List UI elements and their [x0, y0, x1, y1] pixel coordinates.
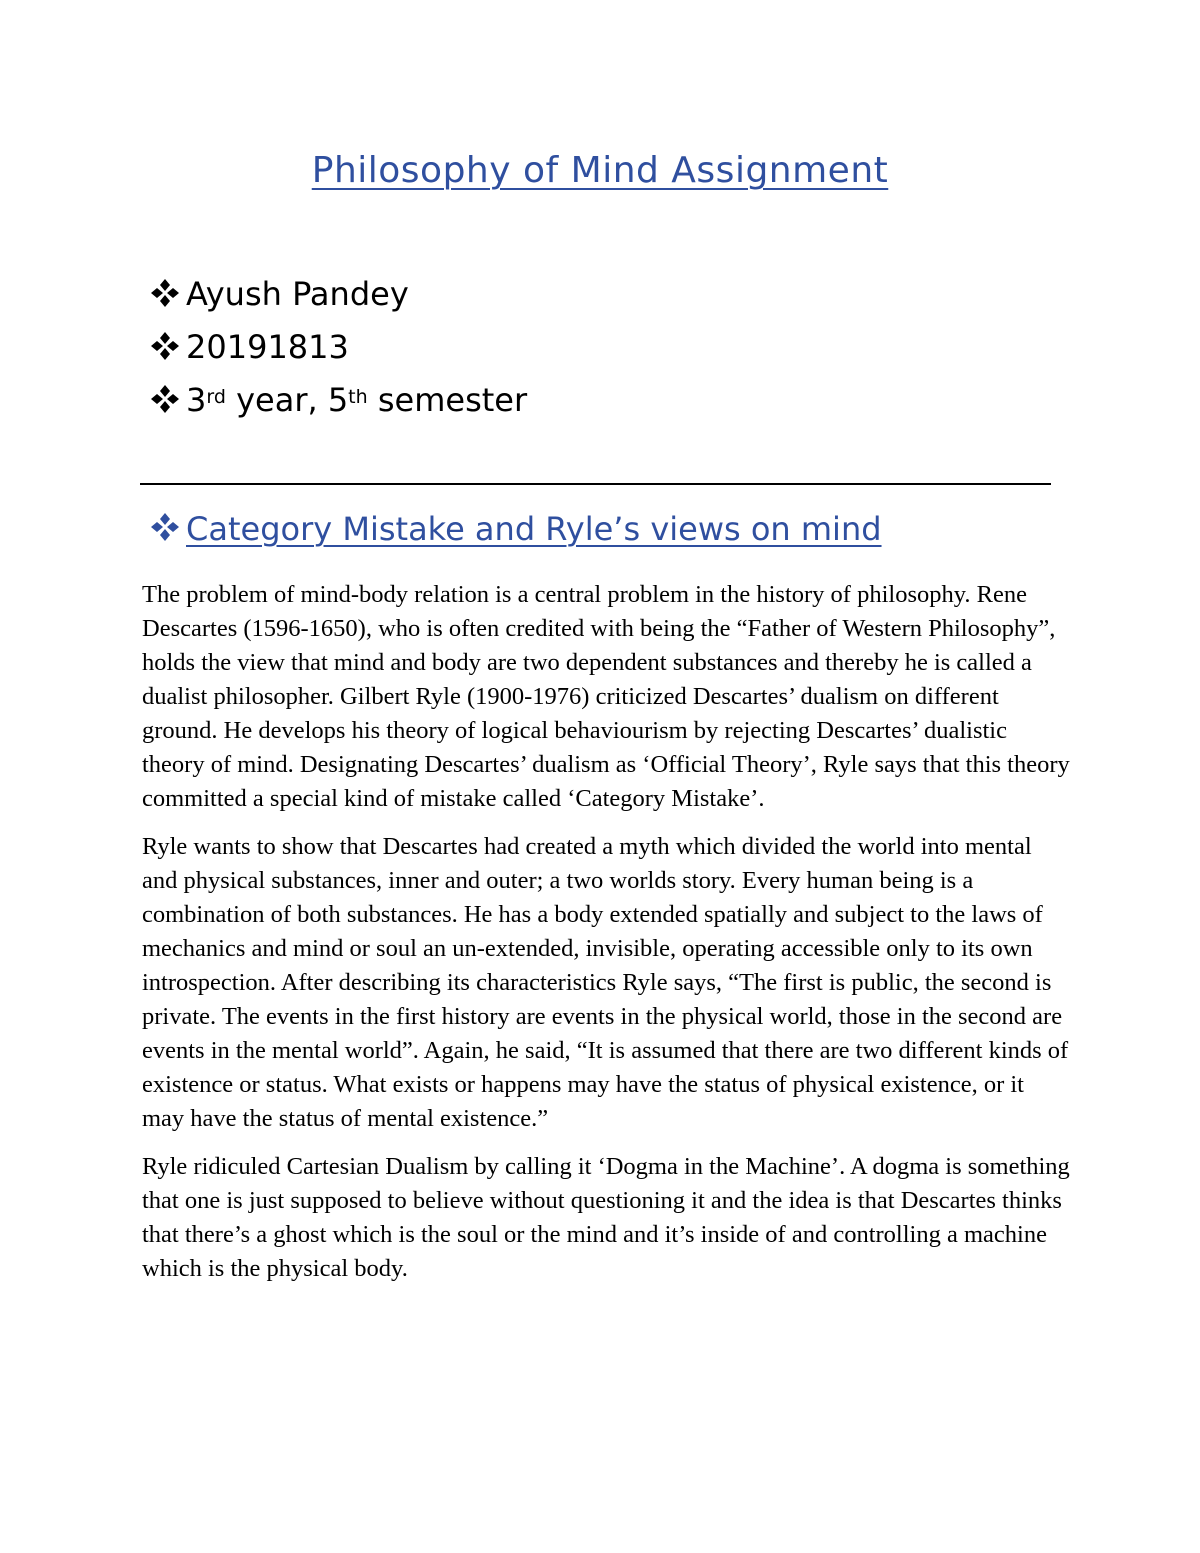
section-heading [148, 510, 882, 548]
four-diamond-bullet-icon [148, 276, 182, 310]
paragraph: Ryle wants to show that Descartes had created a myth which divided the world into mental and physical substances, inner and outer; a two worlds story. Every human being is a combination of both substances. He has a body extended spatially and subject to the laws of mechanics and mind or soul an un-extended, invisible, operating accessible only to its own introspection. After describing its characteristics Ryle says, “The first is public, the second is private. The events in the first history are events in the physical world, those in the second are events in the mental world”. Again, he said, “It is assumed that there are two different kinds of existence or status. What exists or happens may have the status of physical existence, or it may have the status of mental existence.” [142, 833, 1069, 1132]
author-name: Ayush Pandey [186, 275, 409, 313]
four-diamond-bullet-icon [148, 510, 182, 544]
horizontal-divider [140, 483, 1051, 485]
four-diamond-bullet-icon [148, 382, 182, 416]
paragraph: Ryle ridiculed Cartesian Dualism by calling it ‘Dogma in the Machine’. A dogma is something that one is just supposed to believe without questioning it and the idea is that Descartes thinks that there’s a ghost which is the soul or the mind and it’s inside of and controlling a machine which is the physical body. [142, 1153, 1070, 1282]
section-heading-text: Category Mistake and Ryle’s views on mind [186, 510, 882, 548]
document-title: Philosophy of Mind Assignment [311, 150, 889, 191]
author-name-item [148, 268, 527, 321]
four-diamond-bullet-icon [148, 329, 182, 363]
semester-number: 5 [327, 381, 349, 419]
author-info-list [148, 268, 527, 427]
paragraph: The problem of mind-body relation is a central problem in the history of philosophy. Rene Descartes (1596-1650), who is often credited with being the “Father of Western Philosophy”, holds the view that mind and body are two dependent substances and thereby he is called a dualist philosopher. Gilbert Ryle (1900-1976) criticized Descartes’ dualism on different ground. He develops his theory of logical behaviourism by rejecting Descartes’ dualistic theory of mind. Designating Descartes’ dualism as ‘Official Theory’, Ryle says that this theory committed a special kind of mistake called ‘Category Mistake’. [142, 581, 1070, 812]
year-number: 3 [186, 381, 207, 419]
roll-number: 20191813 [186, 328, 349, 366]
body-text [142, 578, 1072, 1300]
semester-word: semester [367, 381, 528, 419]
roll-number-item [148, 321, 527, 374]
year-word: year, [225, 381, 328, 419]
year-semester-item: 3 $^{rd}$ year, 5 $^{th}$ semester [148, 374, 527, 427]
